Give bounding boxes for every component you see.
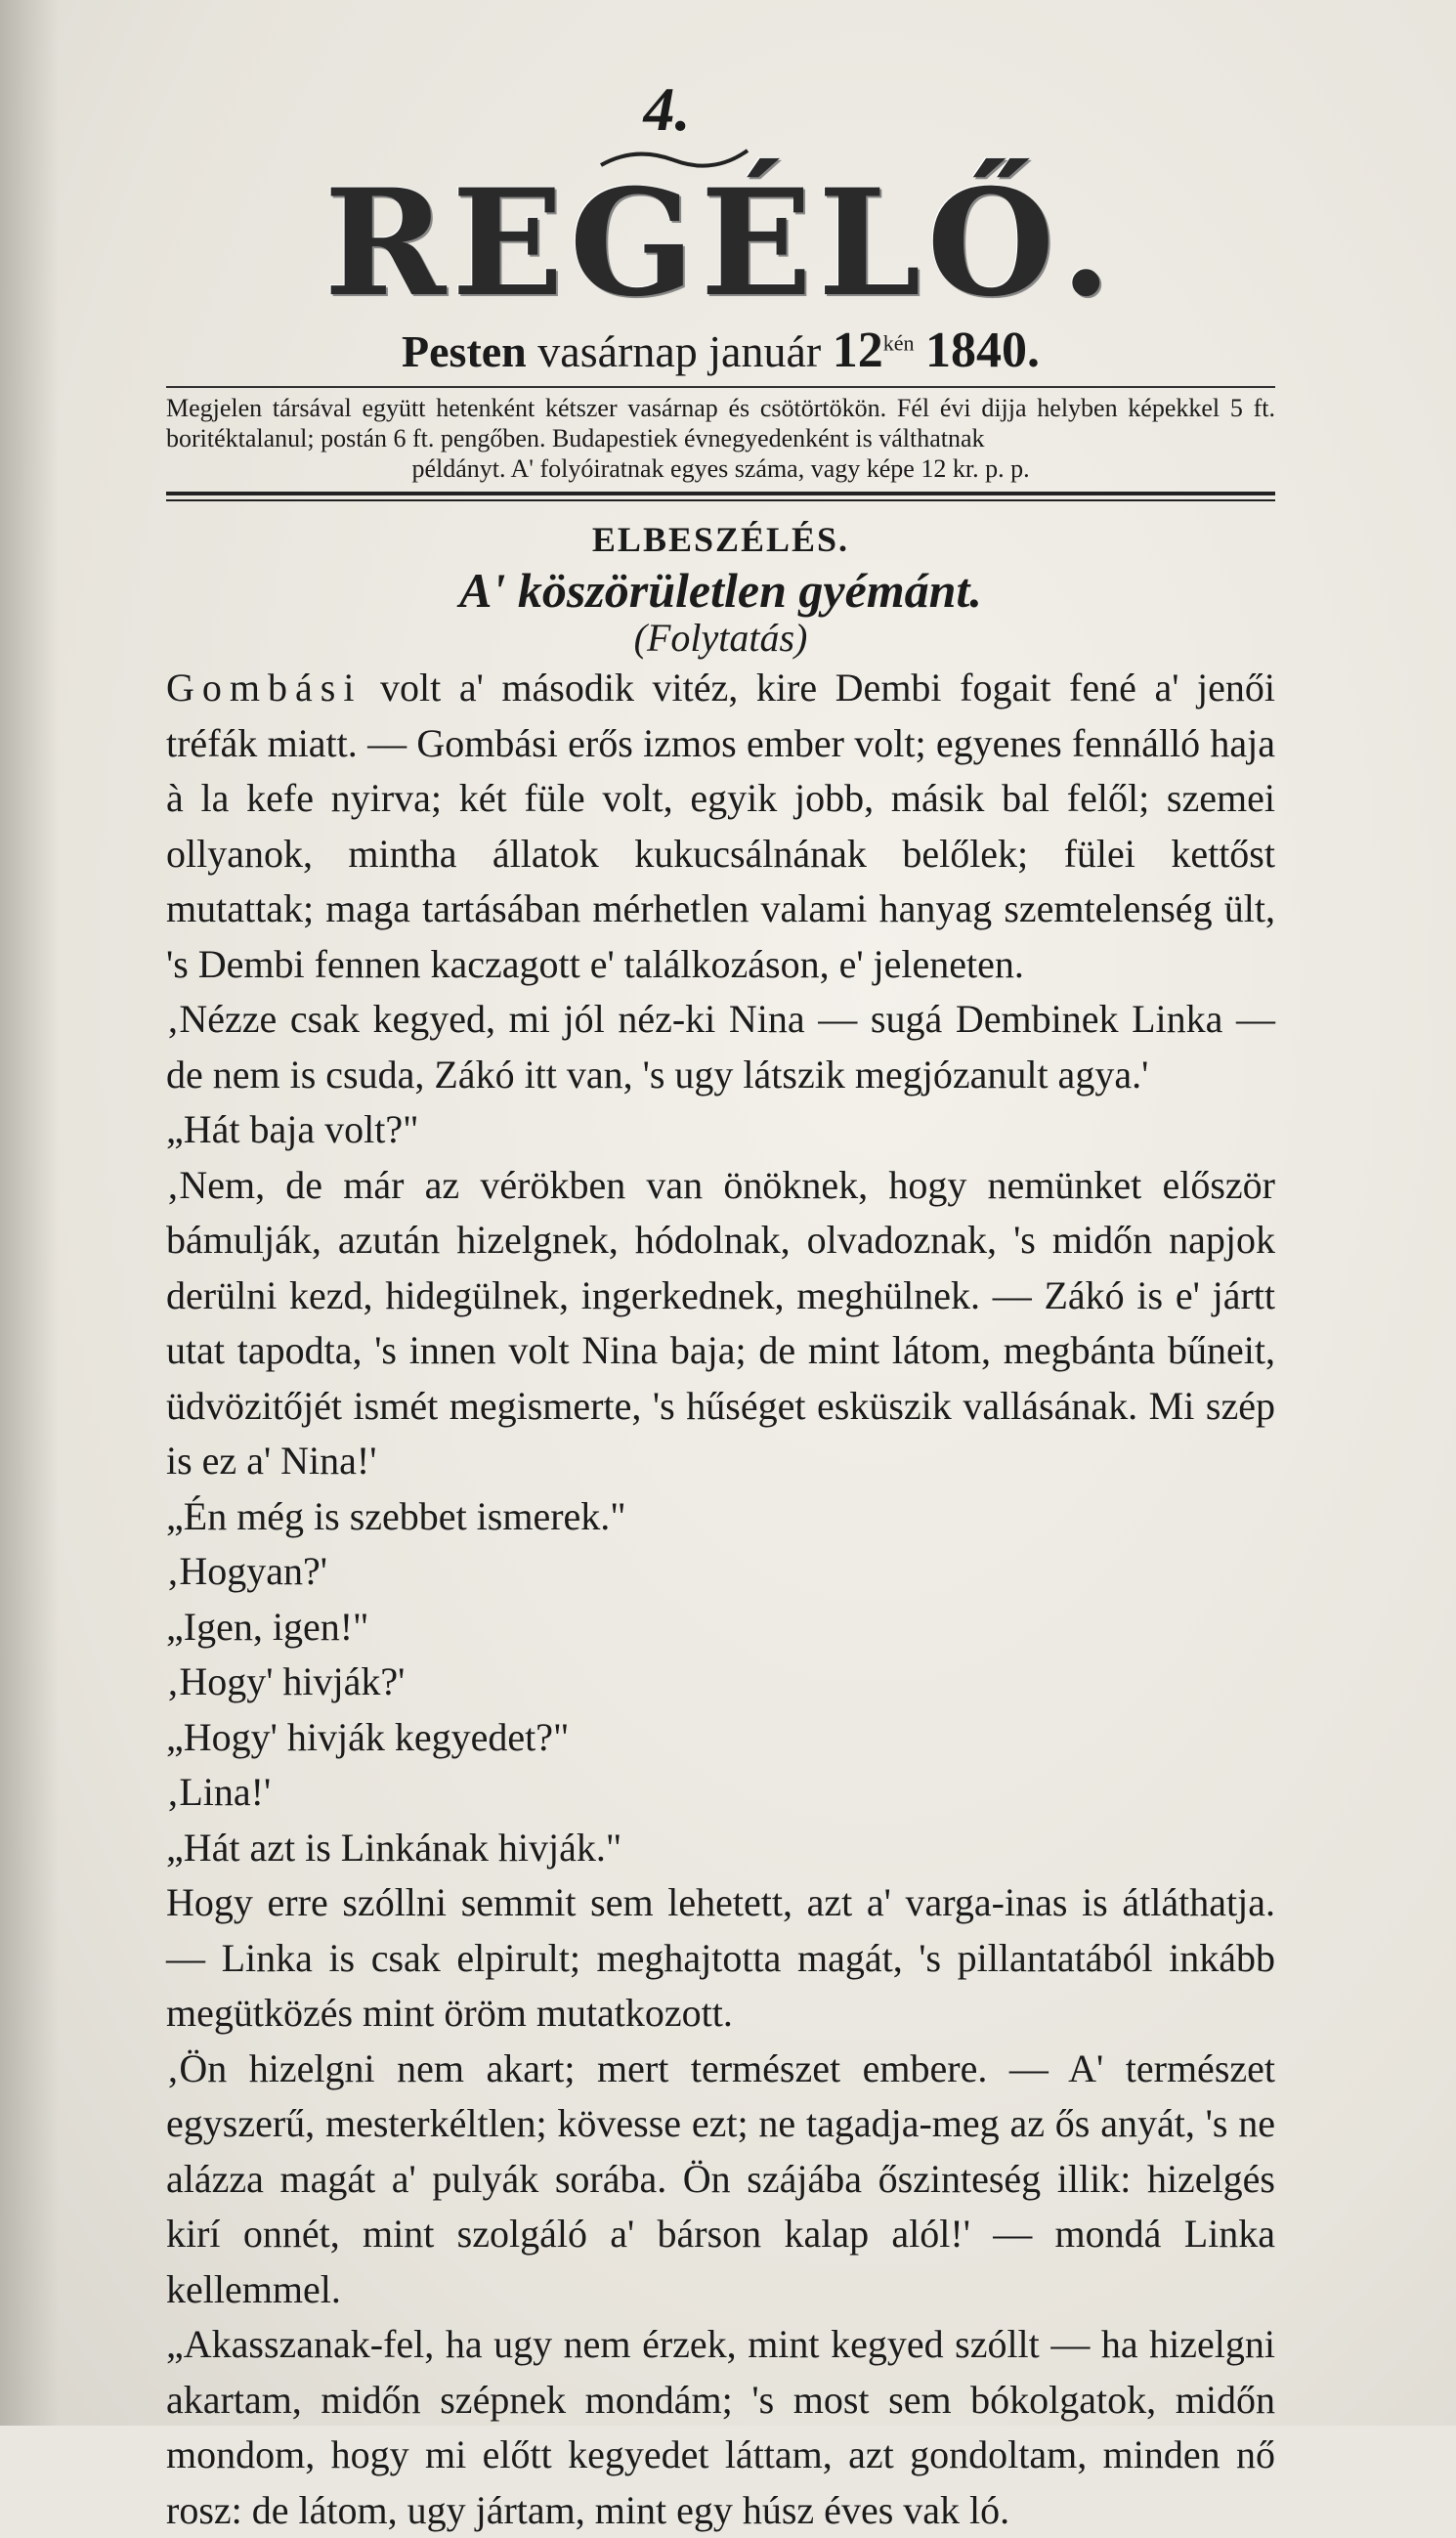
page-column <box>166 74 1275 2538</box>
paragraph: „Én még is szebbet ismerek." <box>166 1493 626 1538</box>
story-title: A' köszörületlen gyémánt. <box>459 563 982 619</box>
paragraph: Gombási volt a' második vitéz, kire Dembi fogait fené a' jenői tréfák miatt. — Gombási erős izmos ember volt; egyenes fennálló haja à la kefe nyirva; két füle volt, egyik jobb, másik bal felől; szemei ollyanok, mintha állatok kukucsálnának belőlek; fülei kettőst mutattak; maga tartásában mérhetlen valami hanyag szemtelenség ült, 's Dembi fennen kaczagott e' találkozáson, e' jeleneten. <box>166 666 1275 986</box>
paragraph: ‚Ön hizelgni nem akart; mert természet embere. — A' természet egyszerű, mesterkéltlen; kövesse ezt; ne tagadja-meg az ős anyát, 's ne alázza magát a' pulyák sorába. Ön szájába őszinteség illik: hizelgés kirí onnét, mint szolgáló a' bárson kalap alól!' — mondá Linka kellemmel. <box>166 2045 1275 2311</box>
paragraph: „Akasszanak-fel, ha ugy nem érzek, mint kegyed szóllt — ha hizelgni akartam, midőn szépnek mondám; 's most sem bókolgatok, midőn mondom, hogy mi előtt kegyedet láttam, azt gondoltam, minden nő rosz: de látom, ugy jártam, mint egy húsz éves vak ló. <box>166 2322 1275 2532</box>
page-binding-shadow <box>0 0 59 2426</box>
continuation-note: (Folytatás) <box>633 616 808 661</box>
header-rule <box>166 386 1275 388</box>
paragraph: „Hogy' hivják kegyedet?" <box>166 1714 570 1759</box>
dateline <box>166 323 1275 378</box>
paragraph: ‚Hogy' hivják?' <box>166 1659 406 1704</box>
paragraph: ‚Nézze csak kegyed, mi jól néz-ki Nina — sugá Dembinek Linka — de nem is csuda, Zákó itt van, 's ugy látszik megjózanult agya.' <box>166 997 1275 1097</box>
subscription-line-1: Megjelen társával együtt hetenként kétszer vasárnap és csötörtökön. Fél évi dijja helyben képekkel 5 ft. boritéktalanul; postán 6 ft. pengőben. Budapestiek évnegyedenként is válthatnak <box>166 394 1275 452</box>
paragraph: ‚Nem, de már az vérökben van önöknek, hogy nemünket először bámulják, azután hizelgnek, hódolnak, olvadoznak, 's midőn napjok derülni kezd, hidegülnek, ingerkednek, meghülnek. — Zákó is e' jártt utat tapodta, 's innen volt Nina baja; de mint látom, megbánta bűneit, üdvözitőjét ismét megismerte, 's hűséget esküszik vallásának. Mi szép is ez a' Nina!' <box>166 1162 1275 1484</box>
subscription-notice <box>166 394 1275 484</box>
dateline-day-suffix: kén <box>882 330 915 356</box>
paragraph: ‚Lina!' <box>166 1770 272 1815</box>
header-double-rule <box>166 492 1275 501</box>
dateline-day: 12 <box>832 323 883 378</box>
masthead-title: REGÉLŐ. <box>323 157 1118 329</box>
paragraph: Hogy erre szóllni semmit sem lehetett, azt a' varga-inas is átláthatja. — Linka is csak elpirult; meghajtotta magát, 's pillantatából inkább megütközés mint öröm mutatkozott. <box>166 1880 1275 2036</box>
paragraph: „Hát azt is Linkának hivják." <box>166 1825 622 1870</box>
paragraph: „Igen, igen!" <box>166 1604 369 1649</box>
issue-number: 4. <box>643 74 691 144</box>
dateline-year: 1840. <box>924 323 1040 378</box>
section-heading: ELBESZÉLÉS. <box>591 520 850 560</box>
dateline-date-text: vasárnap január <box>537 326 822 376</box>
article-body <box>166 661 1275 2538</box>
subscription-line-2: példányt. A' folyóiratnak egyes száma, vagy képe 12 kr. p. p. <box>411 453 1030 483</box>
first-word: Gombási <box>166 666 363 710</box>
paragraph: „Hát baja volt?" <box>166 1107 419 1152</box>
paragraph: ‚Hogyan?' <box>166 1549 327 1594</box>
dateline-city: Pesten <box>402 326 527 376</box>
